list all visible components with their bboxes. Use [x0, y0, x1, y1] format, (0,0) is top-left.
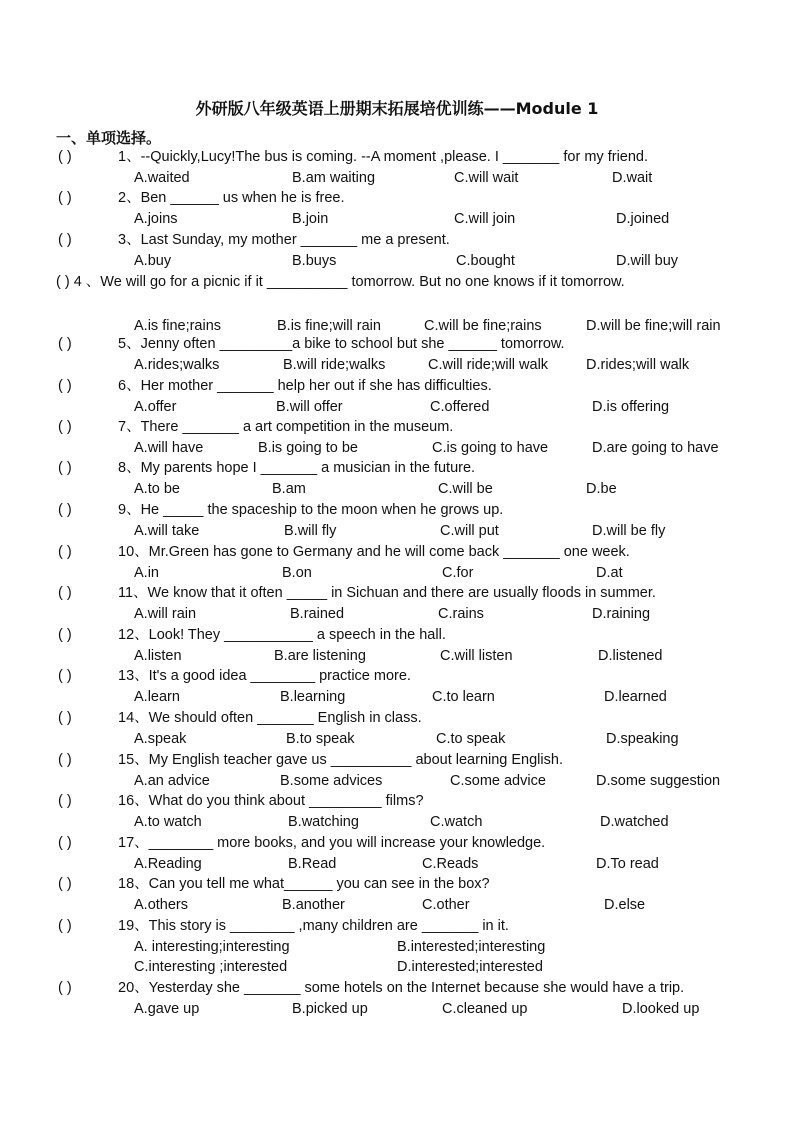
question-stem: 16、What do you think about _________ films? [118, 793, 424, 809]
answer-option: B.to speak [286, 731, 355, 747]
answer-blank: ( ) [58, 918, 72, 934]
question-stem: 5、Jenny often _________a bike to school but she ______ tomorrow. [118, 336, 565, 352]
answer-option: A.is fine;rains [134, 318, 222, 334]
answer-option: D.will buy [616, 253, 679, 269]
question-stem: 19、This story is ________ ,many children are _______ in it. [118, 918, 509, 934]
question-stem: 7、There _______ a art competition in the museum. [118, 419, 454, 435]
question-stem: 2、Ben ______ us when he is free. [118, 190, 345, 206]
answer-option: A.an advice [134, 773, 210, 789]
answer-blank: ( ) [58, 585, 72, 601]
answer-option: A.offer [134, 399, 177, 415]
answer-option: B.another [282, 897, 345, 913]
section-heading: 一、单项选择。 [56, 129, 162, 147]
answer-option: D.will be fine;will rain [586, 318, 721, 334]
answer-option: C.some advice [450, 773, 546, 789]
answer-option: B.am waiting [292, 170, 376, 186]
answer-option: B.are listening [274, 648, 366, 664]
answer-option: C.will listen [440, 648, 513, 664]
answer-option: A.will have [134, 440, 204, 456]
answer-option: C.offered [430, 399, 490, 415]
answer-option: A.in [134, 565, 159, 581]
answer-option: C.will ride;will walk [428, 357, 549, 373]
answer-option: C.other [422, 897, 470, 913]
answer-blank: ( ) [58, 793, 72, 809]
answer-option: A.listen [134, 648, 182, 664]
answer-option: C.is going to have [432, 440, 549, 456]
question-stem: 3、Last Sunday, my mother _______ me a present. [118, 232, 450, 248]
answer-option: B.Read [288, 856, 337, 872]
answer-option: A.rides;walks [134, 357, 220, 373]
answer-option: C.will wait [454, 170, 519, 186]
answer-option: D.will be fly [592, 523, 666, 539]
question-stem: 18、Can you tell me what______ you can see in the box? [118, 876, 490, 892]
answer-option: A.speak [134, 731, 187, 747]
answer-option: B.am [272, 481, 306, 497]
answer-option: A. interesting;interesting [134, 939, 290, 955]
answer-option: C.rains [438, 606, 484, 622]
answer-option: A.to be [134, 481, 180, 497]
answer-option: C.will join [454, 211, 516, 227]
answer-option: D.some suggestion [596, 773, 721, 789]
answer-option: D.speaking [606, 731, 679, 747]
answer-option: D.looked up [622, 1001, 700, 1017]
answer-option: D.else [604, 897, 646, 913]
question-stem: 8、My parents hope I _______ a musician in the future. [118, 460, 476, 476]
answer-option: D.To read [596, 856, 659, 872]
answer-option: B.interested;interesting [397, 939, 546, 955]
answer-blank: ( ) [58, 752, 72, 768]
answer-option: B.will offer [276, 399, 343, 415]
answer-option: B.will ride;walks [283, 357, 386, 373]
question-stem: 15、My English teacher gave us __________ about learning English. [118, 752, 563, 768]
answer-option: B.picked up [292, 1001, 368, 1017]
answer-option: B.is fine;will rain [277, 318, 381, 334]
answer-blank: ( ) [58, 835, 72, 851]
answer-option: B.rained [290, 606, 345, 622]
answer-blank: ( ) [58, 876, 72, 892]
answer-option: C.interesting ;interested [134, 959, 288, 975]
answer-option: B.is going to be [258, 440, 358, 456]
question-stem: 13、It's a good idea ________ practice more. [118, 668, 411, 684]
question-stem: 14、We should often _______ English in class. [118, 710, 422, 726]
answer-option: D.at [596, 565, 623, 581]
answer-option: C.will be fine;rains [424, 318, 542, 334]
answer-option: C.will be [438, 481, 493, 497]
answer-option: B.some advices [280, 773, 383, 789]
answer-blank: ( ) [58, 668, 72, 684]
answer-blank: ( ) [58, 980, 72, 996]
answer-option: B.join [292, 211, 329, 227]
question-stem: 9、He _____ the spaceship to the moon when he grows up. [118, 502, 504, 518]
answer-option: B.buys [292, 253, 337, 269]
answer-blank: ( ) [58, 232, 72, 248]
answer-blank: ( ) [58, 336, 72, 352]
answer-option: A.others [134, 897, 188, 913]
answer-option: D.listened [598, 648, 663, 664]
answer-blank: ( ) [58, 190, 72, 206]
answer-blank: ( ) [58, 419, 72, 435]
answer-option: A.Reading [134, 856, 202, 872]
question-stem: 20、Yesterday she _______ some hotels on the Internet because she would have a trip. [118, 980, 685, 996]
answer-option: A.will rain [134, 606, 197, 622]
question-stem: ( ) 4 、We will go for a picnic if it __________ tomorrow. But no one knows if it tomorrow. [56, 274, 625, 290]
answer-option: D.wait [612, 170, 653, 186]
question-stem: 10、Mr.Green has gone to Germany and he will come back _______ one week. [118, 544, 630, 560]
answer-blank: ( ) [58, 710, 72, 726]
answer-option: D.is offering [592, 399, 670, 415]
answer-option: A.waited [134, 170, 190, 186]
answer-option: B.on [282, 565, 312, 581]
answer-option: A.learn [134, 689, 180, 705]
answer-option: B.will fly [284, 523, 337, 539]
answer-option: D.interested;interested [397, 959, 543, 975]
answer-blank: ( ) [58, 378, 72, 394]
question-stem: 1、--Quickly,Lucy!The bus is coming. --A moment ,please. I _______ for my friend. [118, 149, 649, 165]
answer-option: B.learning [280, 689, 346, 705]
answer-option: D.be [586, 481, 617, 497]
answer-option: B.watching [288, 814, 359, 830]
answer-option: C.to learn [432, 689, 495, 705]
answer-option: C.bought [456, 253, 515, 269]
answer-option: D.joined [616, 211, 670, 227]
answer-blank: ( ) [58, 627, 72, 643]
answer-blank: ( ) [58, 149, 72, 165]
answer-option: C.will put [440, 523, 499, 539]
answer-option: C.cleaned up [442, 1001, 528, 1017]
answer-option: C.Reads [422, 856, 479, 872]
page-title: 外研版八年级英语上册期末拓展培优训练——Module 1 [195, 99, 599, 118]
answer-option: D.raining [592, 606, 651, 622]
question-stem: 11、We know that it often _____ in Sichuan and there are usually floods in summer. [118, 585, 656, 601]
answer-option: A.will take [134, 523, 200, 539]
answer-blank: ( ) [58, 544, 72, 560]
answer-option: D.are going to have [592, 440, 719, 456]
answer-option: A.gave up [134, 1001, 200, 1017]
question-stem: 6、Her mother _______ help her out if she has difficulties. [118, 378, 492, 394]
answer-blank: ( ) [58, 502, 72, 518]
answer-option: D.learned [604, 689, 667, 705]
answer-option: A.to watch [134, 814, 202, 830]
answer-option: C.for [442, 565, 474, 581]
question-stem: 12、Look! They ___________ a speech in the hall. [118, 627, 446, 643]
answer-option: C.to speak [436, 731, 506, 747]
answer-option: A.buy [134, 253, 172, 269]
answer-option: C.watch [430, 814, 483, 830]
answer-option: A.joins [134, 211, 178, 227]
answer-option: D.rides;will walk [586, 357, 690, 373]
question-stem: 17、________ more books, and you will increase your knowledge. [118, 835, 546, 851]
answer-blank: ( ) [58, 460, 72, 476]
answer-option: D.watched [600, 814, 669, 830]
